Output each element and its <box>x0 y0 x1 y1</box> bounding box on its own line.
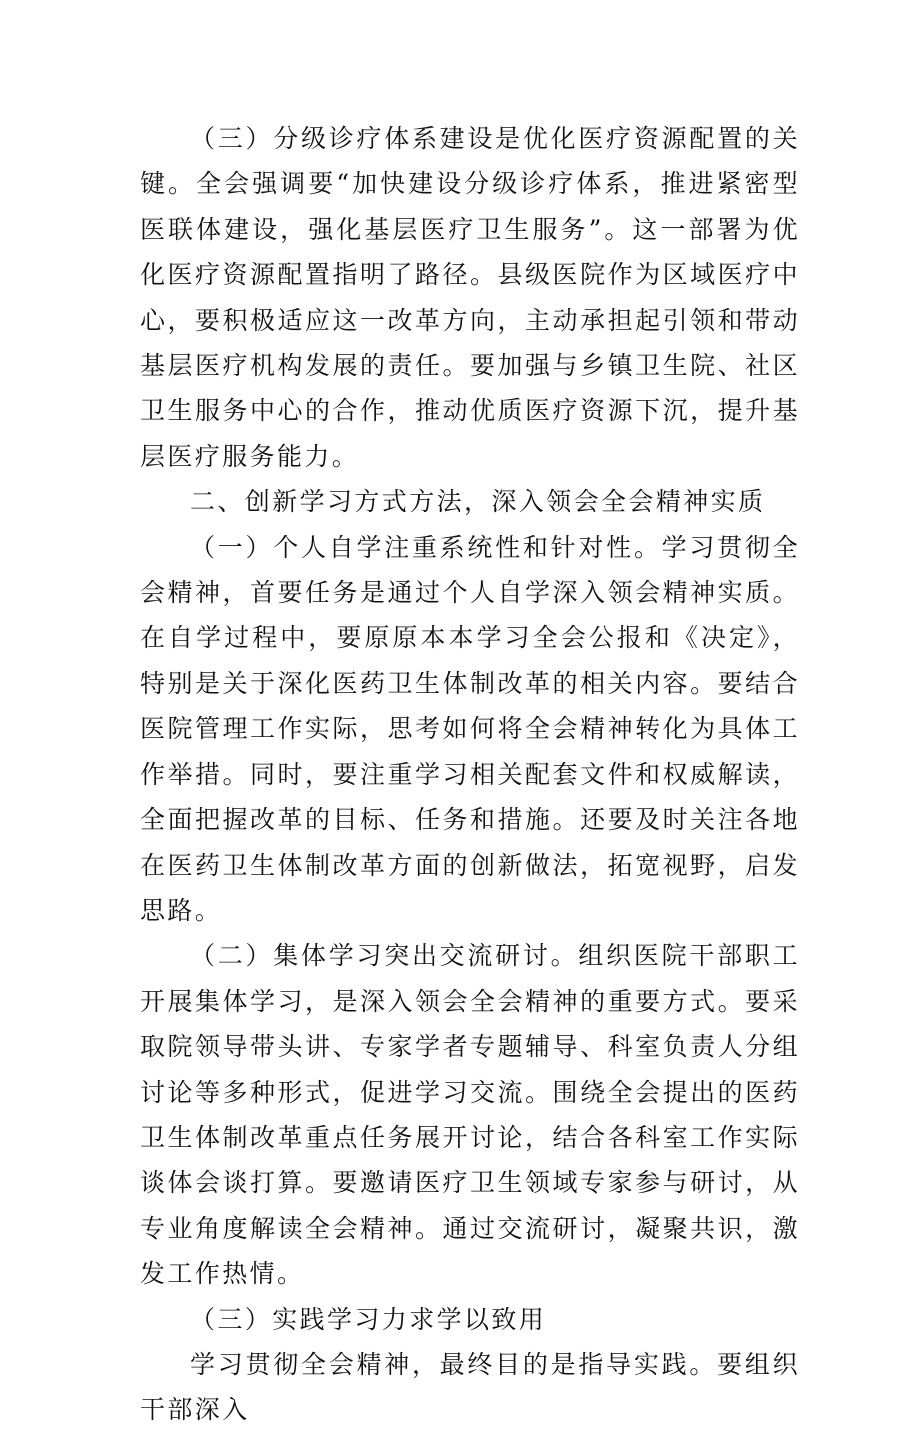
paragraph-group-study: （二）集体学习突出交流研讨。组织医院干部职工开展集体学习，是深入领会全会精神的重要方式。要采取院领导带头讲、专家学者专题辅导、科室负责人分组讨论等多种形式，促进学习交流。围绕全会提出的医药卫生体制改革重点任务展开讨论，结合各科室工作实际谈体会谈打算。要邀请医疗卫生领域专家参与研讨，从专业角度解读全会精神。通过交流研讨，凝聚共识，激发工作热情。 <box>140 941 800 1289</box>
paragraph-tiered-diagnosis: （三）分级诊疗体系建设是优化医疗资源配置的关键。全会强调要“加快建设分级诊疗体系，推进紧密型医联体建设，强化基层医疗卫生服务”。这一部署为优化医疗资源配置指明了路径。县级医院作为区域医疗中心，要积极适应这一改革方向，主动承担起引领和带动基层医疗机构发展的责任。要加强与乡镇卫生院、社区卫生服务中心的合作，推动优质医疗资源下沉，提升基层医疗服务能力。 <box>140 124 800 471</box>
document-body <box>140 116 800 1433</box>
paragraph-practice-intro: 学习贯彻全会精神，最终目的是指导实践。要组织干部深入 <box>140 1349 800 1425</box>
paragraph-individual-study: （一）个人自学注重系统性和针对性。学习贯彻全会精神，首要任务是通过个人自学深入领会精神实质。在自学过程中，要原原本本学习全会公报和《决定》，特别是关于深化医药卫生体制改革的相关内容。要结合医院管理工作实际，思考如何将全会精神转化为具体工作举措。同时，要注重学习相关配套文件和权威解读，全面把握改革的目标、任务和措施。还要及时关注各地在医药卫生体制改革方面的创新做法，拓宽视野，启发思路。 <box>140 532 800 925</box>
subheading-practice-study: （三）实践学习力求学以致用 <box>190 1304 547 1334</box>
section-heading-study-methods: 二、创新学习方式方法，深入领会全会精神实质 <box>190 487 766 517</box>
